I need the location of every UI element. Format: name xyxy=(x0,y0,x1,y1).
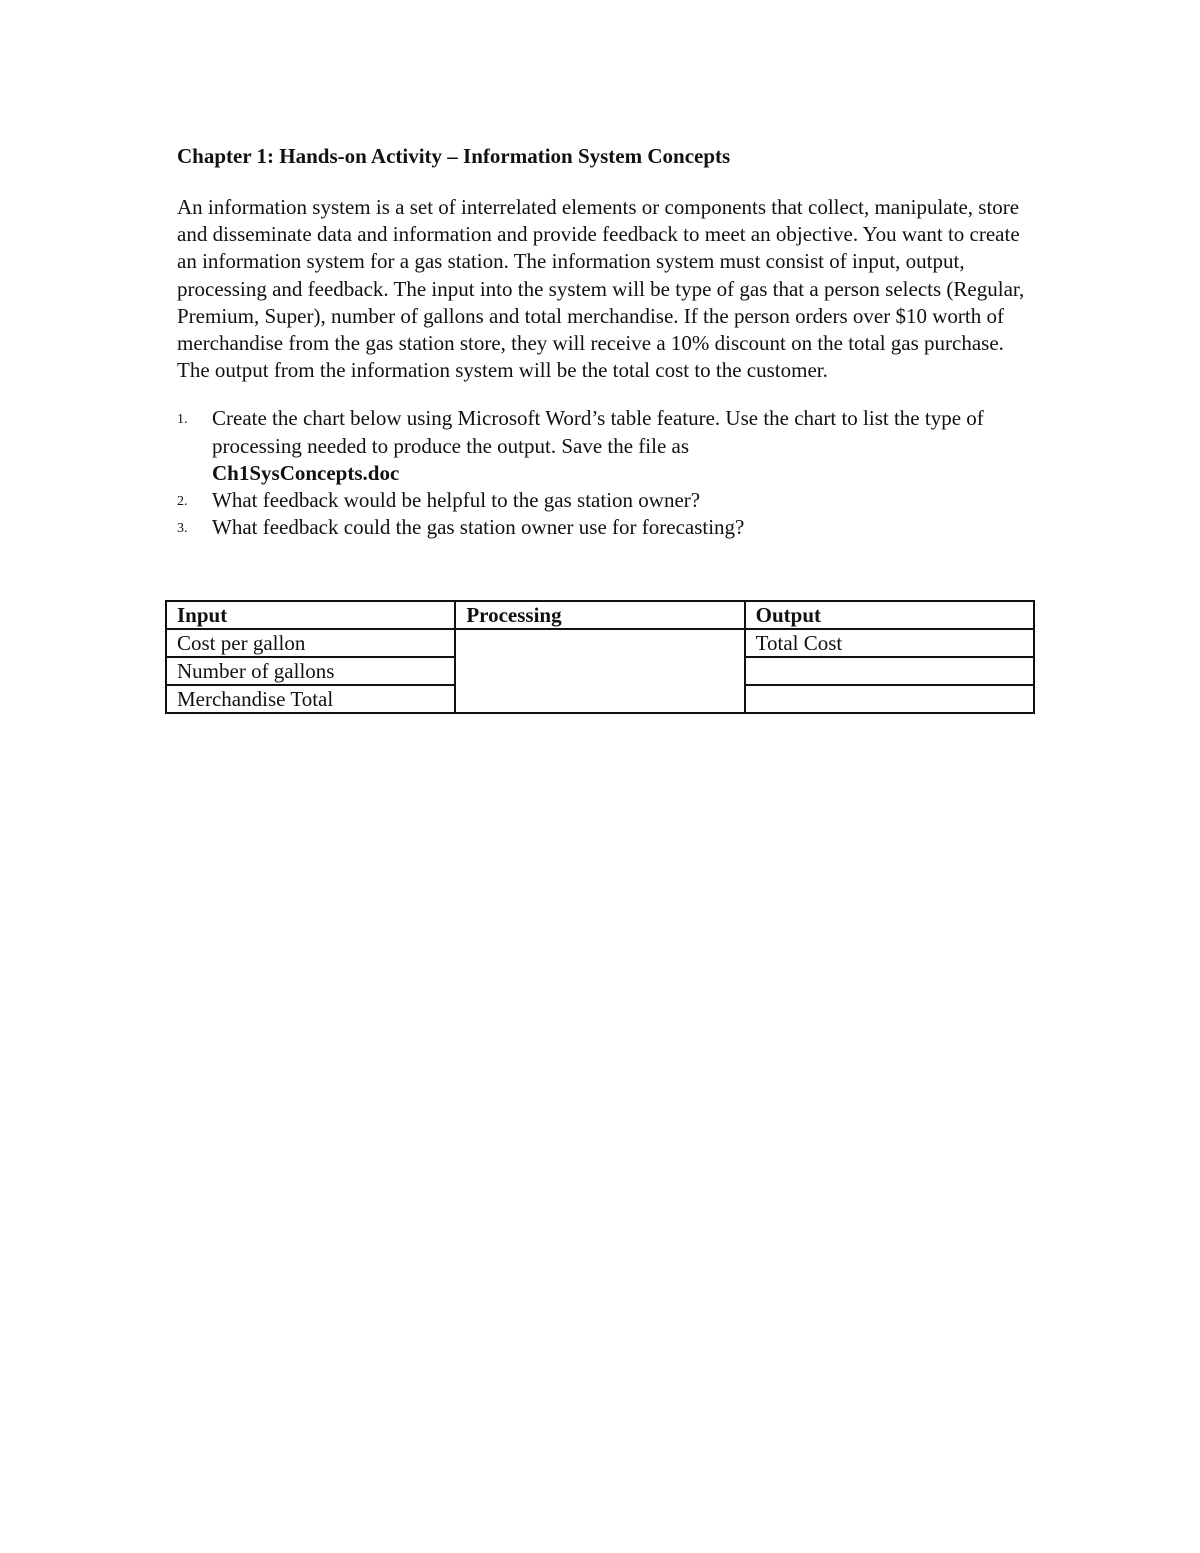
input-cell: Merchandise Total xyxy=(166,685,455,713)
output-cell xyxy=(745,685,1034,713)
table-header-row xyxy=(166,601,1034,629)
input-cell: Number of gallons xyxy=(166,657,455,685)
file-name: Ch1SysConcepts.doc xyxy=(212,460,400,485)
question-item xyxy=(177,405,1037,487)
intro-paragraph: An information system is a set of interrelated elements or components that collect, manipulate, store and disseminate data and information and provide feedback to meet an objective. You want to create an information system for a gas station. The information system must consist of input, output, processing and feedback. The input into the system will be type of gas that a person selects (Regular, Premium, Super), number of gallons and total merchandise. If the person orders over $10 worth of merchandise from the gas station store, they will receive a 10% discount on the total gas purchase. The output from the information system will be the total cost to the customer. xyxy=(177,195,1025,383)
document-page xyxy=(177,142,1037,541)
column-header-processing: Processing xyxy=(455,601,744,629)
question-text: What feedback could the gas station owner use for forecasting? xyxy=(212,515,745,540)
question-list xyxy=(177,405,1037,541)
table-row xyxy=(166,629,1034,657)
ipo-table xyxy=(165,600,1035,714)
document-title: Chapter 1: Hands-on Activity – Information System Concepts xyxy=(177,144,731,168)
column-header-output: Output xyxy=(745,601,1034,629)
column-header-input: Input xyxy=(166,601,455,629)
output-cell: Total Cost xyxy=(745,629,1034,657)
question-item xyxy=(177,487,1037,514)
question-text: What feedback would be helpful to the gas station owner? xyxy=(212,488,701,513)
question-number: 2. xyxy=(177,494,188,510)
processing-cell xyxy=(455,629,744,713)
question-text: Create the chart below using Microsoft Word’s table feature. Use the chart to list the type of processing needed to produce the output. Save the file as xyxy=(212,406,984,458)
input-cell: Cost per gallon xyxy=(166,629,455,657)
output-cell xyxy=(745,657,1034,685)
question-number: 3. xyxy=(177,521,188,537)
question-number: 1. xyxy=(177,412,188,428)
question-item xyxy=(177,514,1037,541)
